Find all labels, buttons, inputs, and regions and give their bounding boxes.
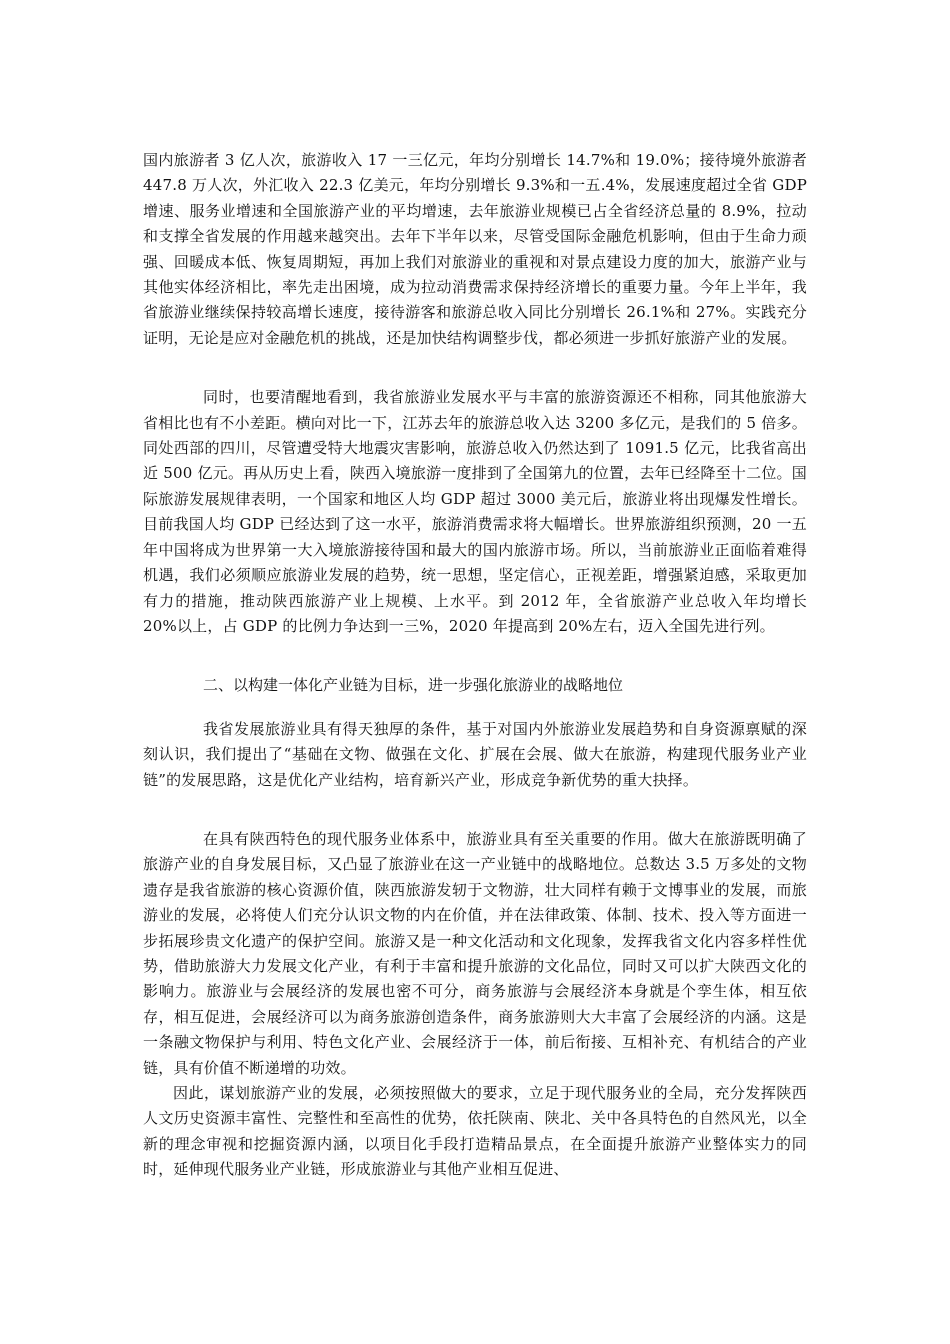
paragraph-tourism-growth: 国内旅游者 3 亿人次，旅游收入 17 一三亿元，年均分别增长 14.7%和 19.0%；接待境外旅游者 447.8 万人次，外汇收入 22.3 亿美元，年均分别增长 9.3%和一五.4%，发展速度超过全省 GDP 增速、服务业增速和全国旅游产业的平均增速，去年旅游业规模已占全省经济总量的 8.9%，拉动和支撑全省发展的作用越来越突出。去年下半年以来，尽管受国际金融危机影响，但由于生命力顽强、回暖成本低、恢复周期短，再加上我们对旅游业的重视和对景点建设力度的加大，旅游产业与其他实体经济相比，率先走出困境，成为拉动消费需求保持经济增长的重要力量。今年上半年，我省旅游业继续保持较高增长速度，接待游客和旅游总收入同比分别增长 26.1%和 27%。实践充分证明，无论是应对金融危机的挑战，还是加快结构调整步伐，都必须进一步抓好旅游产业的发展。 (143, 151, 807, 347)
paragraph-gap (143, 699, 807, 717)
section-heading-2: 二、以构建一体化产业链为目标，进一步强化旅游业的战略地位 (203, 676, 624, 695)
paragraph-gap (143, 793, 807, 827)
paragraph-therefore: 因此，谋划旅游产业的发展，必须按照做大的要求，立足于现代服务业的全局，充分发挥陕西人文历史资源丰富性、完整性和至高性的优势，依托陕南、陕北、关中各具特色的自然风光，以全新的理念审视和挖掘资源内涵，以项目化手段打造精品景点，在全面提升旅游产业整体实力的同时，延伸现代服务业产业链，形成旅游业与其他产业相互促进、 (143, 1084, 807, 1179)
document-page (143, 148, 807, 1183)
paragraph-development-strategy: 我省发展旅游业具有得天独厚的条件，基于对国内外旅游业发展趋势和自身资源禀赋的深刻认识，我们提出了“基础在文物、做强在文化、扩展在会展、做大在旅游，构建现代服务业产业链”的发展思路，这是优化产业结构，培育新兴产业，形成竞争新优势的重大抉择。 (143, 719, 807, 789)
paragraph-gap (143, 639, 807, 673)
paragraph-industry-chain: 在具有陕西特色的现代服务业体系中，旅游业具有至关重要的作用。做大在旅游既明确了旅游产业的自身发展目标，又凸显了旅游业在这一产业链中的战略地位。总数达 3.5 万多处的文物遗存是我省旅游的核心资源价值，陕西旅游发轫于文物游，壮大同样有赖于文博事业的发展，而旅游业的发展，必将使人们充分认识文物的内在价值，并在法律政策、体制、技术、投入等方面进一步拓展珍贵文化遗产的保护空间。旅游又是一种文化活动和文化现象，发挥我省文化内容多样性优势，借助旅游大力发展文化产业，有利于丰富和提升旅游的文化品位，同时又可以扩大陕西文化的影响力。旅游业与会展经济的发展也密不可分，商务旅游与会展经济本身就是个孪生体，相互依存，相互促进，会展经济可以为商务旅游创造条件，商务旅游则大大丰富了会展经济的内涵。这是一条融文物保护与利用、特色文化产业、会展经济于一体，前后衔接、互相补充、有机结合的产业链，具有价值不断递增的功效。 (143, 829, 807, 1077)
paragraph-gap (143, 351, 807, 385)
paragraph-gap-analysis: 同时，也要清醒地看到，我省旅游业发展水平与丰富的旅游资源还不相称，同其他旅游大省相比也有不小差距。横向对比一下，江苏去年的旅游总收入达 3200 多亿元，是我们的 5 倍多。同处西部的四川，尽管遭受特大地震灾害影响，旅游总收入仍然达到了 1091.5 亿元，比我省高出近 500 亿元。再从历史上看，陕西入境旅游一度排到了全国第九的位置，去年已经降至十二位。国际旅游发展规律表明，一个国家和地区人均 GDP 超过 3000 美元后，旅游业将出现爆发性增长。目前我国人均 GDP 已经达到了这一水平，旅游消费需求将大幅增长。世界旅游组织预测，20 一五年中国将成为世界第一大入境旅游接待国和最大的国内旅游市场。所以，当前旅游业正面临着难得机遇，我们必须顺应旅游业发展的趋势，统一思想，坚定信心，正视差距，增强紧迫感，采取更加有力的措施，推动陕西旅游产业上规模、上水平。到 2012 年，全省旅游产业总收入年均增长 20%以上，占 GDP 的比例力争达到一三%，2020 年提高到 20%左右，迈入全国先进行列。 (143, 388, 807, 635)
